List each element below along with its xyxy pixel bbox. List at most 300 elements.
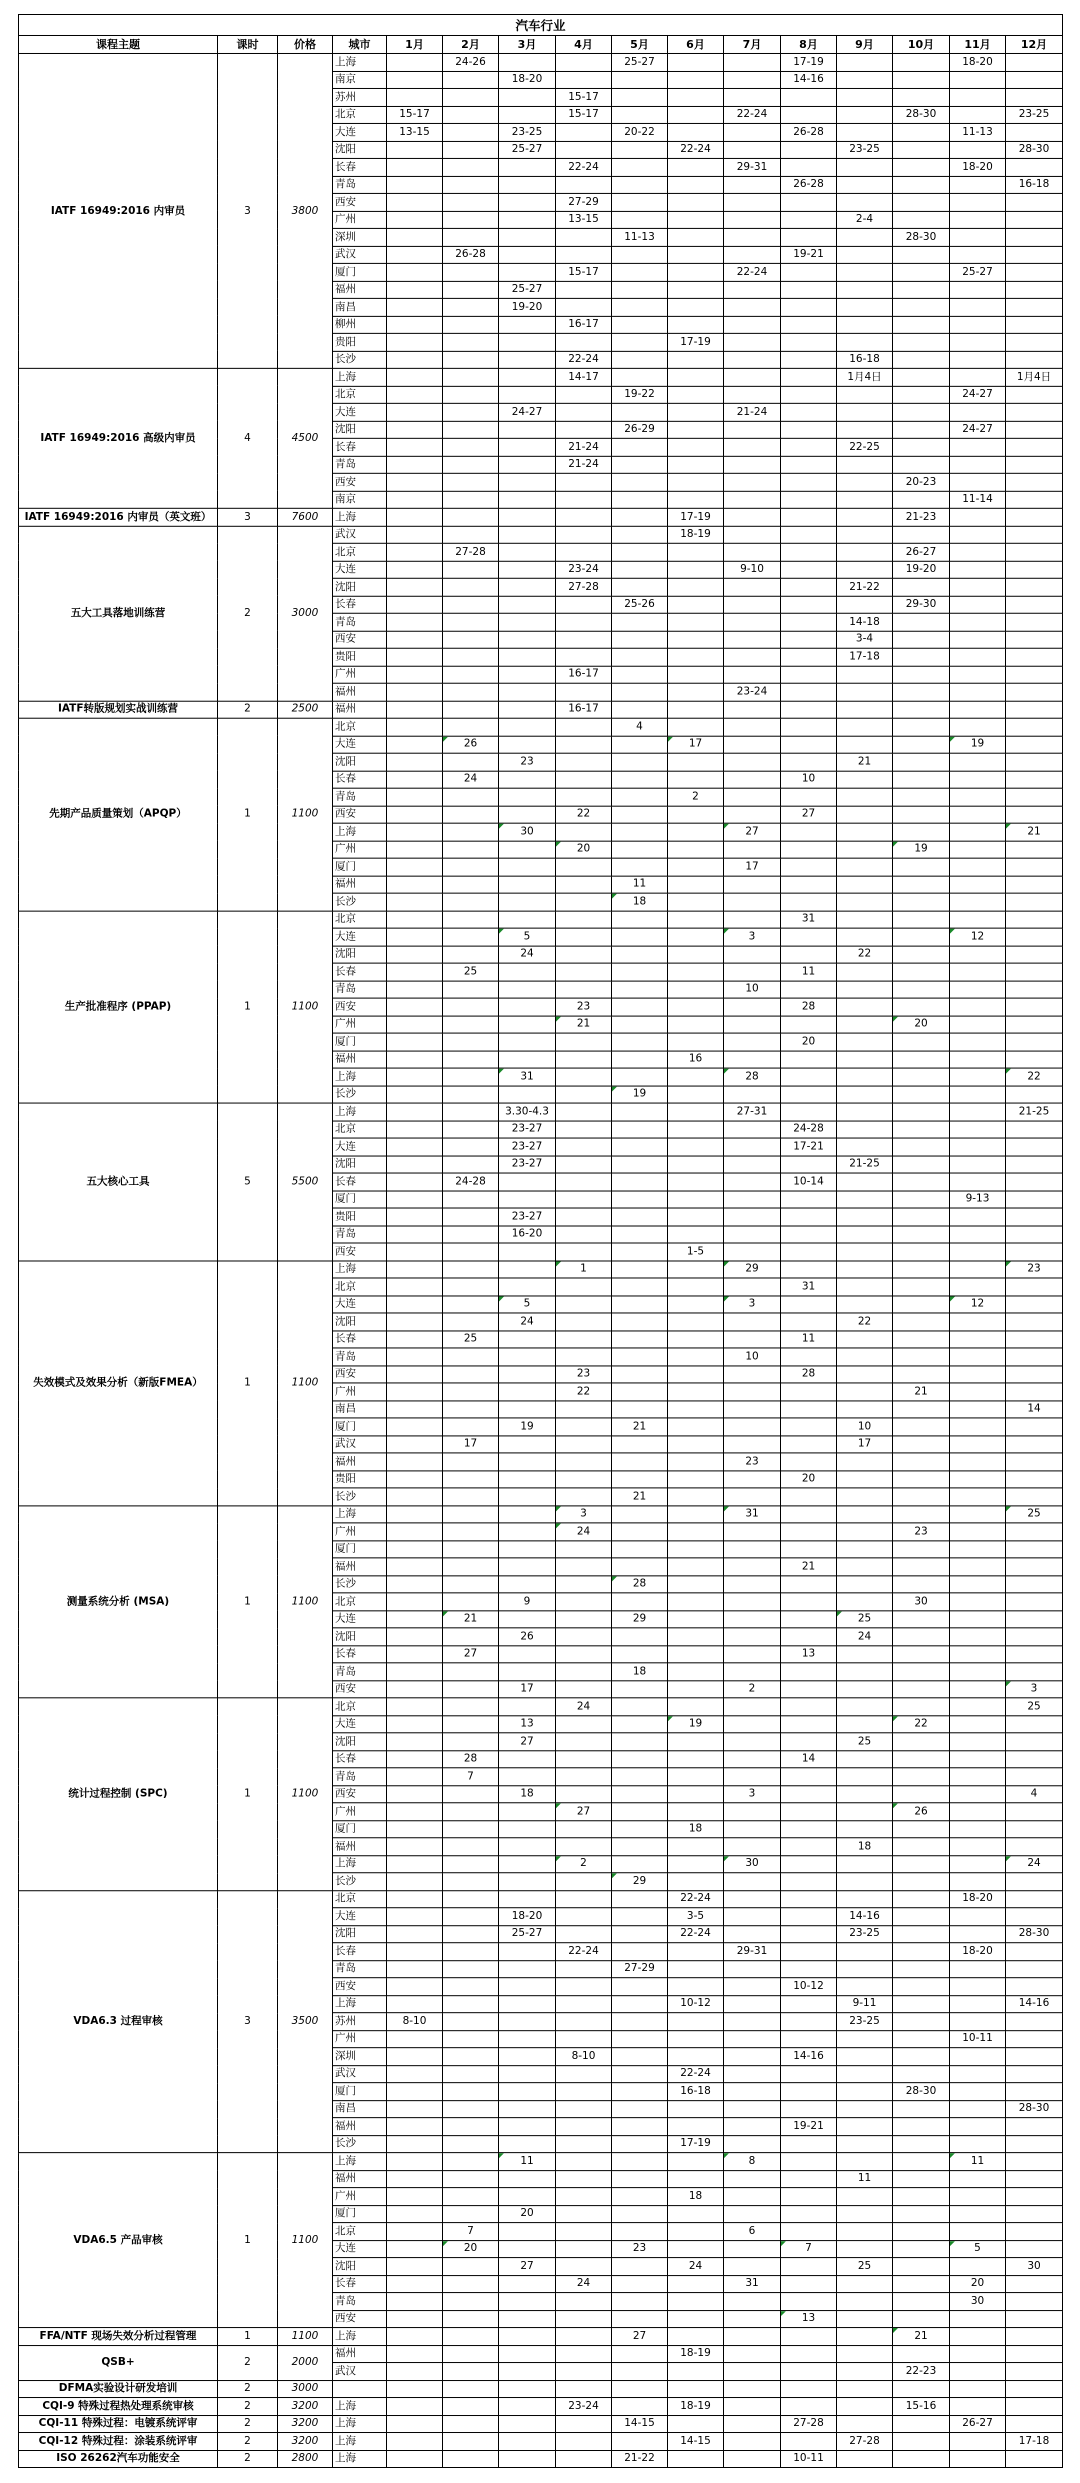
month-date-cell — [1006, 2293, 1063, 2310]
month-date-cell — [1006, 1873, 1063, 1890]
month-date-cell — [612, 543, 668, 560]
month-date-cell — [556, 1453, 612, 1470]
month-date-cell — [387, 386, 443, 403]
month-date-cell — [612, 1191, 668, 1208]
month-date-cell — [387, 1943, 443, 1960]
month-date-cell — [443, 2380, 499, 2397]
month-date-cell — [387, 53, 443, 70]
month-date-cell — [443, 561, 499, 578]
month-date-cell — [893, 1173, 950, 1190]
month-date-cell — [837, 1086, 893, 1103]
month-date-cell — [1006, 263, 1063, 280]
city-cell: 长春 — [333, 1645, 387, 1662]
month-date-cell — [443, 456, 499, 473]
month-date-cell — [781, 718, 837, 735]
month-date-cell — [1006, 421, 1063, 438]
month-date-cell — [387, 298, 443, 315]
month-date-cell — [950, 1453, 1006, 1470]
month-date-cell — [950, 1558, 1006, 1575]
course-price: 1100 — [278, 1698, 333, 1890]
month-date-cell — [724, 298, 781, 315]
month-date-cell — [612, 1698, 668, 1715]
month-date-cell — [387, 876, 443, 893]
month-date-cell — [387, 1768, 443, 1785]
month-date-cell — [950, 1016, 1006, 1033]
month-date-cell — [668, 2118, 724, 2135]
month-date-cell — [387, 421, 443, 438]
month-date-cell — [556, 1488, 612, 1505]
month-date-cell — [612, 1156, 668, 1173]
month-date-cell — [1006, 1313, 1063, 1330]
month-date-cell — [950, 2100, 1006, 2117]
month-date-cell — [443, 368, 499, 385]
month-date-cell — [668, 2450, 724, 2467]
city-cell: 北京 — [333, 386, 387, 403]
month-date-cell — [1006, 526, 1063, 543]
month-date-cell — [387, 1978, 443, 1995]
month-date-cell — [893, 53, 950, 70]
city-cell: 西安 — [333, 1785, 387, 1802]
month-date-cell — [612, 753, 668, 770]
month-date-cell — [443, 701, 499, 718]
month-date-cell — [387, 1156, 443, 1173]
month-date-cell — [893, 2205, 950, 2222]
month-date-cell: 26-28 — [443, 246, 499, 263]
month-date-cell — [443, 1470, 499, 1487]
month-date-cell — [499, 1435, 556, 1452]
month-date-cell: 7 — [781, 2240, 837, 2257]
month-date-cell — [1006, 2415, 1063, 2432]
month-date-cell: 31 — [724, 2275, 781, 2292]
month-date-cell — [499, 491, 556, 508]
month-date-cell — [837, 683, 893, 700]
month-date-cell — [1006, 1138, 1063, 1155]
month-date-cell — [781, 1960, 837, 1977]
month-date-cell: 15-17 — [556, 263, 612, 280]
month-date-cell — [724, 526, 781, 543]
month-date-cell: 21 — [837, 753, 893, 770]
month-date-cell — [668, 1208, 724, 1225]
month-date-cell — [499, 666, 556, 683]
city-cell: 广州 — [333, 1016, 387, 1033]
month-date-cell — [1006, 491, 1063, 508]
month-date-cell — [668, 1313, 724, 1330]
month-date-cell — [443, 2188, 499, 2205]
month-date-cell — [387, 998, 443, 1015]
course-hours: 1 — [218, 718, 278, 910]
month-date-cell — [837, 1330, 893, 1347]
month-date-cell — [387, 1051, 443, 1068]
month-date-cell — [724, 1733, 781, 1750]
month-date-cell: 13 — [499, 1715, 556, 1732]
month-date-cell — [893, 2030, 950, 2047]
month-date-cell — [950, 543, 1006, 560]
month-date-cell — [893, 2415, 950, 2432]
month-date-cell — [724, 2118, 781, 2135]
month-date-cell: 20 — [443, 2240, 499, 2257]
course-hours: 2 — [218, 526, 278, 701]
month-date-cell — [556, 2345, 612, 2362]
city-cell: 北京 — [333, 1121, 387, 1138]
month-date-cell — [499, 1803, 556, 1820]
city-cell: 北京 — [333, 1890, 387, 1907]
month-date-cell: 2 — [556, 1855, 612, 1872]
city-cell: 大连 — [333, 736, 387, 753]
month-date-cell — [950, 911, 1006, 928]
month-date-cell — [1006, 963, 1063, 980]
month-date-cell — [668, 806, 724, 823]
month-date-cell — [724, 2310, 781, 2327]
month-date-cell — [950, 2398, 1006, 2415]
city-cell: 厦门 — [333, 263, 387, 280]
month-date-cell — [556, 771, 612, 788]
month-date-cell: 13 — [781, 1645, 837, 1662]
month-date-cell — [950, 456, 1006, 473]
month-date-cell — [781, 2030, 837, 2047]
month-date-cell: 18-20 — [950, 53, 1006, 70]
month-date-cell — [724, 141, 781, 158]
month-date-cell — [387, 316, 443, 333]
month-date-cell: 17-18 — [837, 648, 893, 665]
month-date-cell — [781, 2013, 837, 2030]
month-date-cell — [1006, 1418, 1063, 1435]
month-date-cell — [612, 526, 668, 543]
month-date-cell — [950, 246, 1006, 263]
month-date-cell — [724, 2030, 781, 2047]
month-date-cell — [556, 1663, 612, 1680]
month-date-cell — [837, 2345, 893, 2362]
month-date-cell — [950, 1068, 1006, 1085]
month-date-cell — [499, 1173, 556, 1190]
month-date-cell: 5 — [950, 2240, 1006, 2257]
month-date-cell — [556, 298, 612, 315]
month-date-cell — [443, 1453, 499, 1470]
month-date-cell: 16-17 — [556, 701, 612, 718]
month-date-cell — [668, 2223, 724, 2240]
city-cell: 北京 — [333, 106, 387, 123]
month-date-cell: 27-29 — [612, 1960, 668, 1977]
month-date-cell — [668, 1733, 724, 1750]
month-date-cell — [556, 1960, 612, 1977]
month-date-cell — [893, 1855, 950, 1872]
month-date-cell — [387, 1908, 443, 1925]
month-date-cell — [556, 1068, 612, 1085]
month-date-cell — [668, 1628, 724, 1645]
month-date-cell — [499, 1978, 556, 1995]
month-date-cell — [1006, 928, 1063, 945]
month-date-cell — [443, 2415, 499, 2432]
month-date-cell: 24-28 — [443, 1173, 499, 1190]
month-date-cell — [499, 1033, 556, 1050]
month-date-cell — [387, 578, 443, 595]
month-date-cell — [950, 1995, 1006, 2012]
month-date-cell — [724, 648, 781, 665]
city-cell: 西安 — [333, 2310, 387, 2327]
month-date-cell — [724, 2013, 781, 2030]
month-date-cell — [387, 1698, 443, 1715]
month-date-cell — [387, 1925, 443, 1942]
city-cell: 沈阳 — [333, 2258, 387, 2275]
month-date-cell — [556, 1435, 612, 1452]
month-date-cell: 14-16 — [781, 71, 837, 88]
month-date-cell — [893, 1943, 950, 1960]
month-date-cell — [443, 1593, 499, 1610]
month-date-cell — [443, 2328, 499, 2345]
month-date-cell — [1006, 71, 1063, 88]
month-date-cell — [837, 876, 893, 893]
month-date-cell — [837, 1453, 893, 1470]
month-date-cell: 17-21 — [781, 1138, 837, 1155]
month-date-cell — [556, 333, 612, 350]
month-date-cell — [387, 1733, 443, 1750]
month-date-cell — [724, 1873, 781, 1890]
month-date-cell — [499, 1400, 556, 1417]
month-date-cell — [387, 2205, 443, 2222]
course-price: 3000 — [278, 526, 333, 701]
month-date-cell — [781, 893, 837, 910]
month-date-cell — [387, 2118, 443, 2135]
month-date-cell — [724, 893, 781, 910]
month-date-cell — [387, 1558, 443, 1575]
month-date-cell — [893, 858, 950, 875]
month-date-cell — [781, 193, 837, 210]
month-date-cell — [387, 1575, 443, 1592]
month-date-cell — [612, 1558, 668, 1575]
month-date-cell — [443, 158, 499, 175]
month-date-cell — [387, 2363, 443, 2380]
month-date-cell — [387, 1453, 443, 1470]
city-cell: 广州 — [333, 1383, 387, 1400]
month-date-cell — [556, 1820, 612, 1837]
city-cell: 苏州 — [333, 88, 387, 105]
month-date-cell — [499, 1330, 556, 1347]
month-date-cell — [893, 701, 950, 718]
month-date-cell — [837, 526, 893, 543]
month-date-cell — [1006, 876, 1063, 893]
month-date-cell — [724, 963, 781, 980]
month-date-cell — [837, 2083, 893, 2100]
column-header: 10月 — [893, 35, 950, 53]
month-date-cell — [556, 1610, 612, 1627]
month-date-cell — [668, 561, 724, 578]
month-date-cell — [950, 1715, 1006, 1732]
month-date-cell — [612, 316, 668, 333]
month-date-cell — [724, 736, 781, 753]
month-date-cell — [387, 1191, 443, 1208]
month-date-cell: 16-20 — [499, 1226, 556, 1243]
month-date-cell — [893, 1243, 950, 1260]
course-price: 1100 — [278, 911, 333, 1103]
month-date-cell — [387, 1505, 443, 1522]
month-date-cell — [387, 666, 443, 683]
month-date-cell — [781, 543, 837, 560]
month-date-cell — [950, 1785, 1006, 1802]
month-date-cell: 11 — [950, 2153, 1006, 2170]
month-date-cell — [443, 1226, 499, 1243]
month-date-cell — [668, 1838, 724, 1855]
course-price: 3200 — [278, 2415, 333, 2432]
month-date-cell — [668, 1470, 724, 1487]
month-date-cell — [612, 1523, 668, 1540]
month-date-cell — [387, 2030, 443, 2047]
month-date-cell — [724, 1226, 781, 1243]
month-date-cell — [1006, 1330, 1063, 1347]
month-date-cell — [556, 403, 612, 420]
month-date-cell: 19 — [893, 841, 950, 858]
month-date-cell — [950, 1540, 1006, 1557]
month-date-cell — [556, 1191, 612, 1208]
month-date-cell — [837, 298, 893, 315]
month-date-cell: 13-15 — [387, 123, 443, 140]
month-date-cell — [893, 333, 950, 350]
month-date-cell — [556, 473, 612, 490]
month-date-cell — [781, 1243, 837, 1260]
month-date-cell — [781, 578, 837, 595]
month-date-cell — [668, 228, 724, 245]
month-date-cell — [668, 2240, 724, 2257]
month-date-cell — [1006, 683, 1063, 700]
month-date-cell: 26-29 — [612, 421, 668, 438]
city-cell: 广州 — [333, 2030, 387, 2047]
month-date-cell — [724, 788, 781, 805]
month-date-cell — [950, 718, 1006, 735]
month-date-cell — [443, 613, 499, 630]
month-date-cell — [443, 928, 499, 945]
month-date-cell — [781, 1488, 837, 1505]
month-date-cell — [499, 1365, 556, 1382]
month-date-cell — [893, 1051, 950, 1068]
month-date-cell — [443, 1680, 499, 1697]
city-cell: 西安 — [333, 1978, 387, 1995]
month-date-cell: 10-12 — [668, 1995, 724, 2012]
month-date-cell — [668, 1803, 724, 1820]
month-date-cell — [781, 2223, 837, 2240]
month-date-cell — [1006, 2118, 1063, 2135]
month-date-cell — [1006, 1191, 1063, 1208]
month-date-cell — [499, 771, 556, 788]
month-date-cell — [950, 1383, 1006, 1400]
month-date-cell — [668, 2293, 724, 2310]
month-date-cell — [893, 1610, 950, 1627]
city-cell: 西安 — [333, 631, 387, 648]
month-date-cell: 22-24 — [556, 1943, 612, 1960]
month-date-cell: 30 — [724, 1855, 781, 1872]
month-date-cell — [1006, 2398, 1063, 2415]
month-date-cell — [387, 71, 443, 88]
month-date-cell — [556, 2415, 612, 2432]
month-date-cell: 10-12 — [781, 1978, 837, 1995]
month-date-cell — [499, 648, 556, 665]
course-hours: 5 — [218, 1103, 278, 1260]
month-date-cell: 18-19 — [668, 2345, 724, 2362]
month-date-cell — [950, 2310, 1006, 2327]
course-hours: 4 — [218, 368, 278, 508]
month-date-cell — [668, 2013, 724, 2030]
month-date-cell — [499, 1558, 556, 1575]
month-date-cell: 25 — [837, 1610, 893, 1627]
month-date-cell — [893, 1680, 950, 1697]
month-date-cell — [556, 858, 612, 875]
month-date-cell — [837, 1033, 893, 1050]
course-name: IATF 16949:2016 内审员（英文班） — [19, 508, 218, 525]
month-date-cell — [1006, 2450, 1063, 2467]
month-date-cell — [668, 981, 724, 998]
month-date-cell — [387, 2258, 443, 2275]
month-date-cell — [668, 613, 724, 630]
month-date-cell — [443, 526, 499, 543]
month-date-cell — [556, 2363, 612, 2380]
month-date-cell — [950, 1260, 1006, 1277]
month-date-cell — [950, 526, 1006, 543]
month-date-cell — [668, 368, 724, 385]
month-date-cell — [443, 176, 499, 193]
month-date-cell — [1006, 771, 1063, 788]
city-cell: 长春 — [333, 963, 387, 980]
month-date-cell — [668, 1523, 724, 1540]
city-cell: 大连 — [333, 2240, 387, 2257]
month-date-cell — [1006, 1820, 1063, 1837]
month-date-cell — [612, 1103, 668, 1120]
month-date-cell — [724, 1960, 781, 1977]
month-date-cell — [499, 2380, 556, 2397]
month-date-cell — [499, 1610, 556, 1627]
month-date-cell — [668, 1488, 724, 1505]
month-date-cell: 22-24 — [668, 1890, 724, 1907]
month-date-cell — [1006, 596, 1063, 613]
month-date-cell — [1006, 211, 1063, 228]
month-date-cell — [387, 1873, 443, 1890]
month-date-cell — [387, 1820, 443, 1837]
city-cell: 上海 — [333, 1995, 387, 2012]
month-date-cell — [724, 998, 781, 1015]
month-date-cell — [893, 1086, 950, 1103]
month-date-cell — [781, 2170, 837, 2187]
month-date-cell — [443, 2345, 499, 2362]
month-date-cell — [668, 1680, 724, 1697]
course-name: FFA/NTF 现场失效分析过程管理 — [19, 2328, 218, 2345]
month-date-cell — [781, 333, 837, 350]
month-date-cell — [612, 1925, 668, 1942]
month-date-cell — [612, 1540, 668, 1557]
month-date-cell — [781, 1680, 837, 1697]
month-date-cell — [612, 946, 668, 963]
month-date-cell: 23-25 — [837, 2013, 893, 2030]
month-date-cell — [724, 1890, 781, 1907]
month-date-cell — [724, 1051, 781, 1068]
month-date-cell: 25-27 — [612, 53, 668, 70]
month-date-cell — [499, 228, 556, 245]
month-date-cell — [837, 981, 893, 998]
month-date-cell — [387, 1785, 443, 1802]
month-date-cell: 30 — [499, 823, 556, 840]
month-date-cell — [668, 211, 724, 228]
month-date-cell — [499, 718, 556, 735]
month-date-cell: 23-25 — [1006, 106, 1063, 123]
month-date-cell — [387, 508, 443, 525]
month-date-cell — [387, 1348, 443, 1365]
month-date-cell — [781, 1575, 837, 1592]
month-date-cell: 14-15 — [612, 2415, 668, 2432]
month-date-cell — [612, 1383, 668, 1400]
month-date-cell — [1006, 2170, 1063, 2187]
month-date-cell — [668, 1348, 724, 1365]
month-date-cell — [443, 1260, 499, 1277]
month-date-cell — [499, 2188, 556, 2205]
month-date-cell — [724, 2398, 781, 2415]
month-date-cell: 25 — [443, 1330, 499, 1347]
month-date-cell: 11 — [499, 2153, 556, 2170]
course-price: 2800 — [278, 2450, 333, 2467]
